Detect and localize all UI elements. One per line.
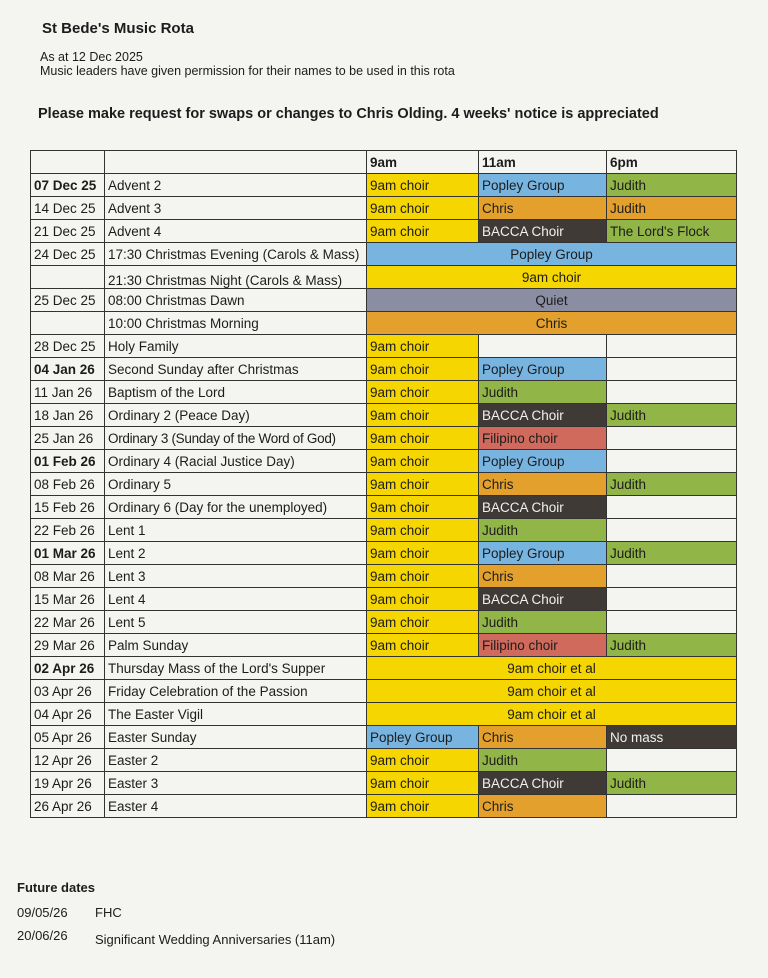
row-6pm: Judith xyxy=(607,542,737,565)
row-date: 03 Apr 26 xyxy=(31,680,105,703)
row-9am: 9am choir xyxy=(367,358,479,381)
row-date: 22 Feb 26 xyxy=(31,519,105,542)
table-row xyxy=(31,565,737,588)
table-row xyxy=(31,358,737,381)
row-11am: Chris xyxy=(479,473,607,496)
row-11am: BACCA Choir xyxy=(479,404,607,427)
row-11am xyxy=(479,335,607,358)
swap-request-note: Please make request for swaps or changes to Chris Olding. 4 weeks' notice is appreciated xyxy=(38,106,659,122)
row-9am: 9am choir xyxy=(367,496,479,519)
row-9am: 9am choir xyxy=(367,197,479,220)
row-date: 24 Dec 25 xyxy=(31,243,105,266)
future-event: Significant Wedding Anniversaries (11am) xyxy=(95,932,336,947)
row-date: 19 Apr 26 xyxy=(31,772,105,795)
row-occasion: Friday Celebration of the Passion xyxy=(105,680,367,703)
row-date xyxy=(31,312,105,335)
page-title: St Bede's Music Rota xyxy=(42,20,194,37)
row-occasion: Ordinary 4 (Racial Justice Day) xyxy=(105,450,367,473)
row-date: 07 Dec 25 xyxy=(31,174,105,197)
row-6pm: Judith xyxy=(607,404,737,427)
row-11am: Chris xyxy=(479,197,607,220)
row-merged-music: 9am choir et al xyxy=(367,680,737,703)
row-11am: Chris xyxy=(479,726,607,749)
row-6pm xyxy=(607,749,737,772)
row-6pm xyxy=(607,381,737,404)
table-row xyxy=(31,772,737,795)
row-6pm: No mass xyxy=(607,726,737,749)
row-6pm xyxy=(607,588,737,611)
row-9am: 9am choir xyxy=(367,174,479,197)
row-occasion: Lent 1 xyxy=(105,519,367,542)
row-occasion: Thursday Mass of the Lord's Supper xyxy=(105,657,367,680)
table-row xyxy=(31,450,737,473)
row-9am: 9am choir xyxy=(367,381,479,404)
row-occasion: Lent 2 xyxy=(105,542,367,565)
row-9am: 9am choir xyxy=(367,542,479,565)
row-date: 25 Dec 25 xyxy=(31,289,105,312)
row-date: 15 Mar 26 xyxy=(31,588,105,611)
row-occasion: Lent 4 xyxy=(105,588,367,611)
row-9am: 9am choir xyxy=(367,588,479,611)
row-11am: Popley Group xyxy=(479,542,607,565)
row-9am: 9am choir xyxy=(367,450,479,473)
row-6pm: Judith xyxy=(607,174,737,197)
table-row xyxy=(31,289,737,312)
row-date: 01 Feb 26 xyxy=(31,450,105,473)
row-occasion: Ordinary 5 xyxy=(105,473,367,496)
table-row xyxy=(31,542,737,565)
table-row xyxy=(31,174,737,197)
row-11am: Chris xyxy=(479,565,607,588)
header-6pm: 6pm xyxy=(607,151,737,174)
row-merged-music: Quiet xyxy=(367,289,737,312)
row-11am: Chris xyxy=(479,795,607,818)
row-merged-music: 9am choir xyxy=(367,266,737,289)
table-row xyxy=(31,496,737,519)
table-row xyxy=(31,680,737,703)
row-occasion: Easter Sunday xyxy=(105,726,367,749)
row-9am: 9am choir xyxy=(367,611,479,634)
row-date: 15 Feb 26 xyxy=(31,496,105,519)
row-occasion: Advent 2 xyxy=(105,174,367,197)
row-occasion: Advent 3 xyxy=(105,197,367,220)
row-6pm: Judith xyxy=(607,772,737,795)
row-occasion: Easter 2 xyxy=(105,749,367,772)
row-occasion: Ordinary 2 (Peace Day) xyxy=(105,404,367,427)
row-merged-music: Popley Group xyxy=(367,243,737,266)
row-date: 26 Apr 26 xyxy=(31,795,105,818)
table-row xyxy=(31,611,737,634)
row-occasion: Ordinary 3 (Sunday of the Word of God) xyxy=(105,427,367,450)
table-row xyxy=(31,588,737,611)
table-row xyxy=(31,266,737,289)
table-row xyxy=(31,795,737,818)
header-occasion xyxy=(105,151,367,174)
table-row xyxy=(31,335,737,358)
row-date: 01 Mar 26 xyxy=(31,542,105,565)
row-6pm xyxy=(607,450,737,473)
row-6pm xyxy=(607,795,737,818)
table-row xyxy=(31,427,737,450)
row-date: 04 Jan 26 xyxy=(31,358,105,381)
row-6pm xyxy=(607,565,737,588)
row-date: 29 Mar 26 xyxy=(31,634,105,657)
row-date: 22 Mar 26 xyxy=(31,611,105,634)
row-date: 18 Jan 26 xyxy=(31,404,105,427)
row-11am: Popley Group xyxy=(479,174,607,197)
row-9am: 9am choir xyxy=(367,427,479,450)
table-row xyxy=(31,726,737,749)
table-row xyxy=(31,657,737,680)
row-9am: 9am choir xyxy=(367,772,479,795)
row-6pm xyxy=(607,496,737,519)
row-6pm xyxy=(607,427,737,450)
row-date: 04 Apr 26 xyxy=(31,703,105,726)
future-event: FHC xyxy=(95,905,122,920)
table-row xyxy=(31,634,737,657)
row-6pm: Judith xyxy=(607,473,737,496)
row-9am: 9am choir xyxy=(367,634,479,657)
row-occasion: The Easter Vigil xyxy=(105,703,367,726)
row-occasion: Advent 4 xyxy=(105,220,367,243)
row-occasion: Holy Family xyxy=(105,335,367,358)
row-11am: Popley Group xyxy=(479,450,607,473)
row-11am: BACCA Choir xyxy=(479,588,607,611)
row-9am: 9am choir xyxy=(367,565,479,588)
row-6pm: Judith xyxy=(607,197,737,220)
row-9am: 9am choir xyxy=(367,749,479,772)
row-11am: Judith xyxy=(479,519,607,542)
row-occasion: Baptism of the Lord xyxy=(105,381,367,404)
table-row xyxy=(31,243,737,266)
row-date xyxy=(31,266,105,289)
row-date: 21 Dec 25 xyxy=(31,220,105,243)
row-9am: 9am choir xyxy=(367,473,479,496)
row-11am: Judith xyxy=(479,611,607,634)
row-occasion: 17:30 Christmas Evening (Carols & Mass) xyxy=(105,243,367,266)
table-row xyxy=(31,312,737,335)
row-date: 08 Mar 26 xyxy=(31,565,105,588)
table-row xyxy=(31,220,737,243)
row-9am: 9am choir xyxy=(367,404,479,427)
permission-note: Music leaders have given permission for their names to be used in this rota xyxy=(40,64,455,78)
row-occasion: Palm Sunday xyxy=(105,634,367,657)
table-row xyxy=(31,381,737,404)
row-9am: Popley Group xyxy=(367,726,479,749)
table-row xyxy=(31,197,737,220)
row-occasion: Easter 4 xyxy=(105,795,367,818)
row-6pm: Judith xyxy=(607,634,737,657)
future-dates-heading: Future dates xyxy=(17,880,96,895)
row-date: 02 Apr 26 xyxy=(31,657,105,680)
header-date xyxy=(31,151,105,174)
row-date: 12 Apr 26 xyxy=(31,749,105,772)
row-6pm xyxy=(607,519,737,542)
table-row xyxy=(31,404,737,427)
header-9am: 9am xyxy=(367,151,479,174)
row-merged-music: 9am choir et al xyxy=(367,657,737,680)
row-date: 14 Dec 25 xyxy=(31,197,105,220)
row-date: 11 Jan 26 xyxy=(31,381,105,404)
row-11am: Filipino choir xyxy=(479,634,607,657)
row-occasion: Lent 3 xyxy=(105,565,367,588)
row-6pm: The Lord's Flock xyxy=(607,220,737,243)
row-date: 25 Jan 26 xyxy=(31,427,105,450)
row-occasion: 21:30 Christmas Night (Carols & Mass) xyxy=(105,266,367,289)
row-occasion: 08:00 Christmas Dawn xyxy=(105,289,367,312)
header-11am: 11am xyxy=(479,151,607,174)
row-11am: Filipino choir xyxy=(479,427,607,450)
row-occasion: 10:00 Christmas Morning xyxy=(105,312,367,335)
row-6pm xyxy=(607,358,737,381)
table-row xyxy=(31,473,737,496)
row-occasion: Second Sunday after Christmas xyxy=(105,358,367,381)
row-9am: 9am choir xyxy=(367,519,479,542)
row-11am: Judith xyxy=(479,381,607,404)
row-date: 28 Dec 25 xyxy=(31,335,105,358)
row-9am: 9am choir xyxy=(367,220,479,243)
table-row xyxy=(31,703,737,726)
row-date: 05 Apr 26 xyxy=(31,726,105,749)
row-6pm xyxy=(607,611,737,634)
row-11am: BACCA Choir xyxy=(479,772,607,795)
as-at-date: As at 12 Dec 2025 xyxy=(40,50,143,64)
future-date: 09/05/26 xyxy=(17,905,68,920)
row-occasion: Easter 3 xyxy=(105,772,367,795)
row-11am: BACCA Choir xyxy=(479,220,607,243)
row-occasion: Ordinary 6 (Day for the unemployed) xyxy=(105,496,367,519)
table-row xyxy=(31,749,737,772)
row-11am: BACCA Choir xyxy=(479,496,607,519)
row-date: 08 Feb 26 xyxy=(31,473,105,496)
header-row xyxy=(31,151,737,174)
row-merged-music: Chris xyxy=(367,312,737,335)
row-6pm xyxy=(607,335,737,358)
row-9am: 9am choir xyxy=(367,795,479,818)
row-occasion: Lent 5 xyxy=(105,611,367,634)
music-rota-table xyxy=(30,150,737,818)
row-11am: Popley Group xyxy=(479,358,607,381)
table-row xyxy=(31,519,737,542)
row-9am: 9am choir xyxy=(367,335,479,358)
future-date: 20/06/26 xyxy=(17,928,68,943)
row-merged-music: 9am choir et al xyxy=(367,703,737,726)
row-11am: Judith xyxy=(479,749,607,772)
